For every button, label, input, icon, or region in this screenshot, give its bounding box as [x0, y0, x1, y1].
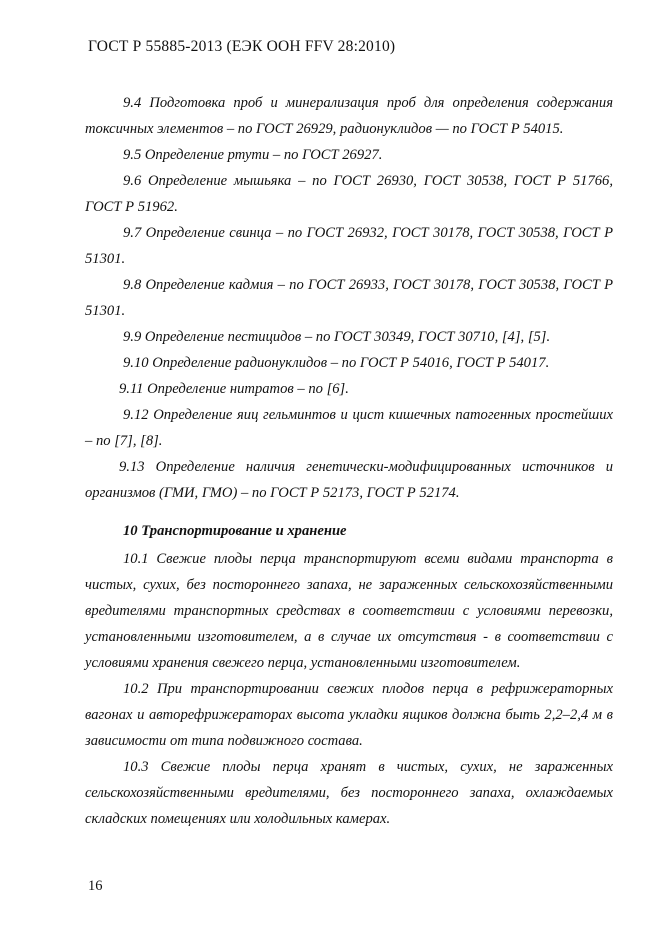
paragraph-10-3: 10.3 Свежие плоды перца хранят в чистых, сухих, не зараженных сельскохозяйственными вредителями, без постороннего запаха, охлаждаемых складских помещениях или холодильных камерах. — [85, 759, 613, 827]
page-header: ГОСТ Р 55885-2013 (ЕЭК ООН FFV 28:2010) — [88, 38, 396, 55]
paragraph-9-11: 9.11 Определение нитратов – по [6]. — [119, 381, 349, 397]
page-number: 16 — [88, 878, 103, 894]
paragraph-9-13: 9.13 Определение наличия генетически-модифицированных источников и организмов (ГМИ, ГМО) – по ГОСТ Р 52173, ГОСТ Р 52174. — [85, 459, 613, 501]
paragraph-9-12: 9.12 Определение яиц гельминтов и цист кишечных патогенных простейших – по [7], [8]. — [85, 407, 613, 449]
paragraph-10-1: 10.1 Свежие плоды перца транспортируют всеми видами транспорта в чистых, сухих, без постороннего запаха, не зараженных сельскохозяйственными вредителями транспортных средствах в соответствии с условиями перевозки, установленными изготовителем, а в случае их отсутствия - в соответствии с условиями хранения свежего перца, установленными изготовителем. — [85, 551, 613, 671]
document-body — [85, 90, 613, 832]
paragraph-10-2: 10.2 При транспортировании свежих плодов перца в рефрижераторных вагонах и авторефрижераторах высота укладки ящиков должна быть 2,2–2,4 м в зависимости от типа подвижного состава. — [85, 681, 613, 749]
paragraph-9-9: 9.9 Определение пестицидов – по ГОСТ 30349, ГОСТ 30710, [4], [5]. — [123, 329, 551, 345]
paragraph-9-5: 9.5 Определение ртути – по ГОСТ 26927. — [123, 147, 383, 163]
paragraph-9-10: 9.10 Определение радионуклидов – по ГОСТ Р 54016, ГОСТ Р 54017. — [123, 355, 550, 371]
section-10-heading: 10 Транспортирование и хранение — [123, 523, 347, 539]
paragraph-9-7: 9.7 Определение свинца – по ГОСТ 26932, ГОСТ 30178, ГОСТ 30538, ГОСТ Р 51301. — [85, 225, 613, 267]
paragraph-9-6: 9.6 Определение мышьяка – по ГОСТ 26930, ГОСТ 30538, ГОСТ Р 51766, ГОСТ Р 51962. — [85, 173, 613, 215]
paragraph-9-8: 9.8 Определение кадмия – по ГОСТ 26933, ГОСТ 30178, ГОСТ 30538, ГОСТ Р 51301. — [85, 277, 613, 319]
paragraph-9-4: 9.4 Подготовка проб и минерализация проб для определения содержания токсичных элементов – по ГОСТ 26929, радионуклидов — по ГОСТ Р 54015. — [85, 95, 613, 137]
